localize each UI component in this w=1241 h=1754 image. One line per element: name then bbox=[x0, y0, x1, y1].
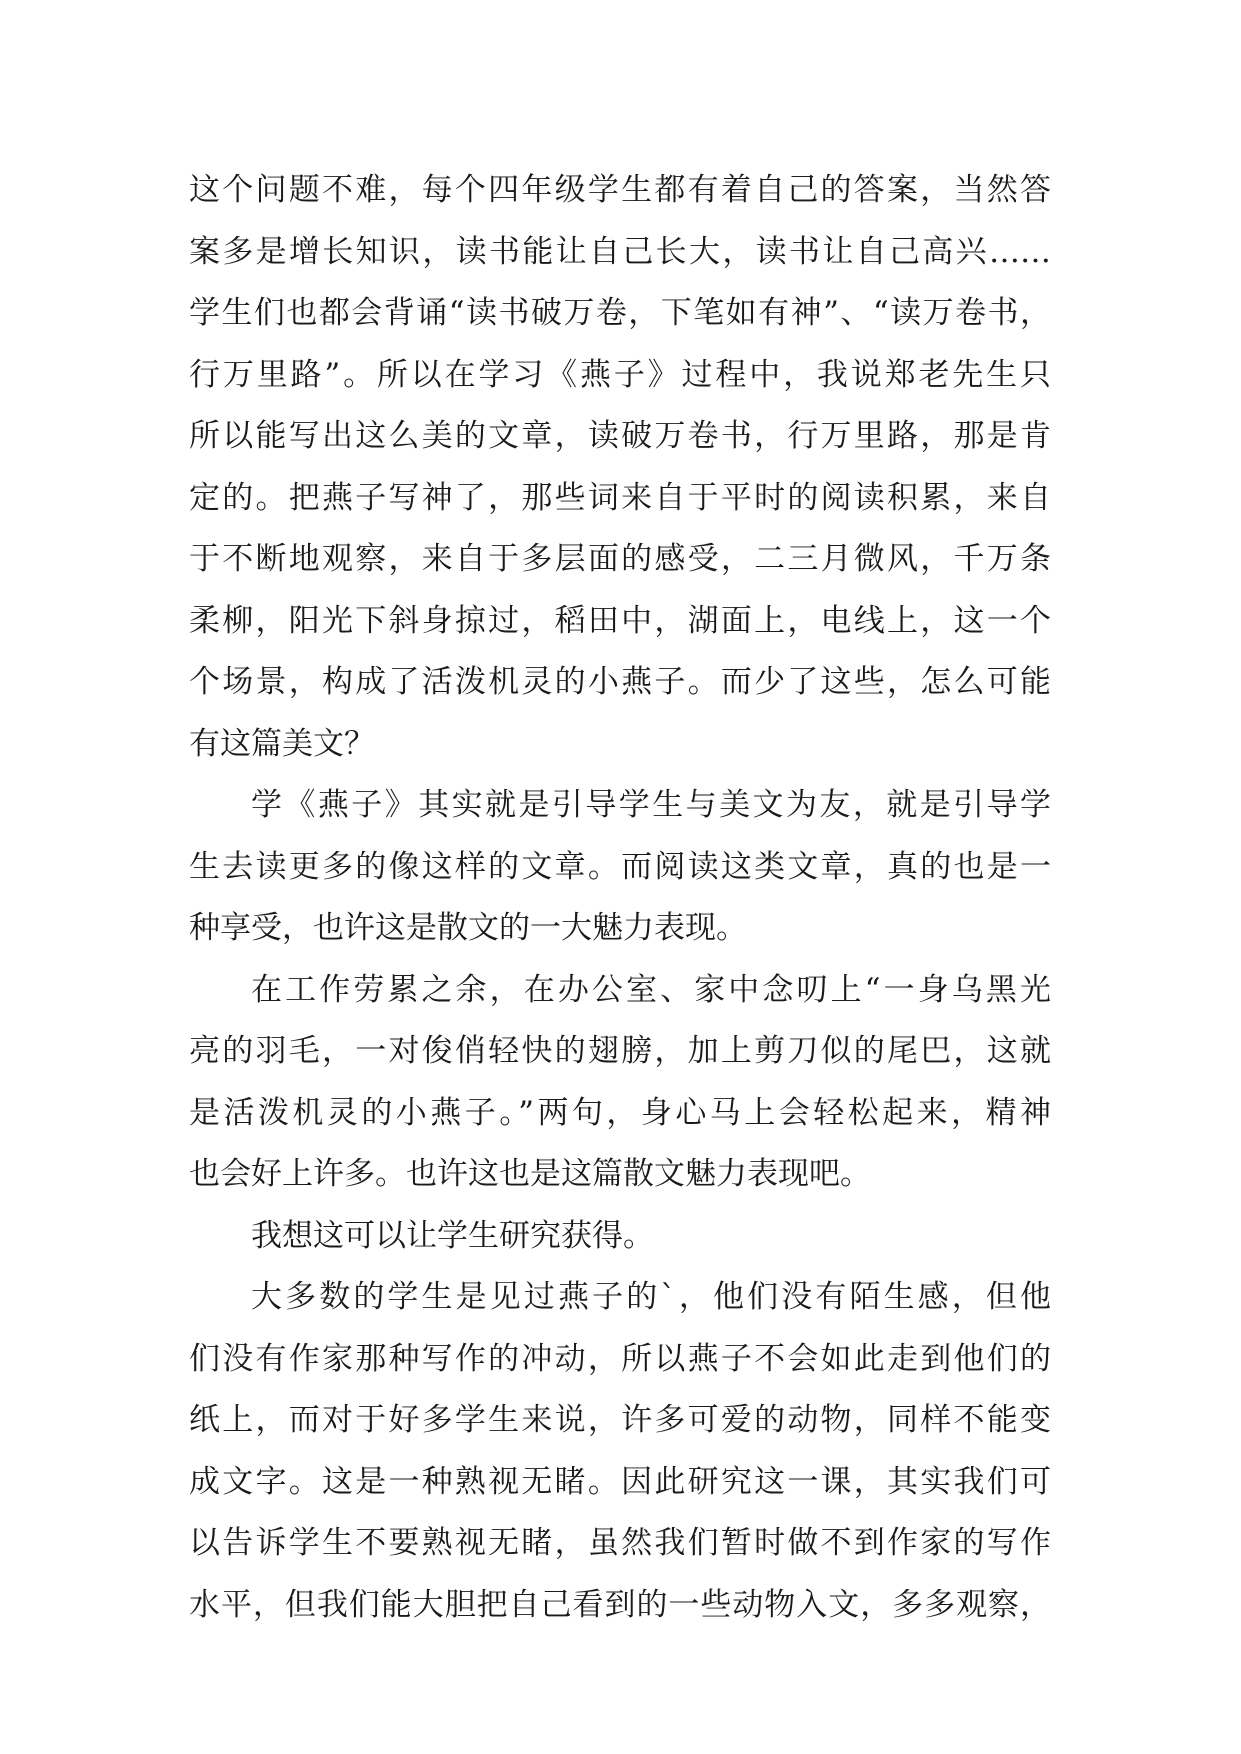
text-line: 行万里路”。所以在学习《燕子》过程中，我说郑老先生只 bbox=[189, 356, 1051, 393]
text-line: 纸上，而对于好多学生来说，许多可爱的动物，同样不能变 bbox=[189, 1402, 1051, 1438]
text-line: 亮的羽毛，一对俊俏轻快的翅膀，加上剪刀似的尾巴，这就 bbox=[189, 1033, 1051, 1069]
text-line: 所以能写出这么美的文章，读破万卷书，行万里路，那是肯 bbox=[189, 418, 1051, 454]
text-line: 在工作劳累之余，在办公室、家中念叨上“一身乌黑光 bbox=[251, 971, 1051, 1008]
text-line: 水平，但我们能大胆把自己看到的一些动物入文，多多观察， bbox=[189, 1586, 1051, 1623]
text-line: 是活泼机灵的小燕子。”两句，身心马上会轻松起来，精神 bbox=[189, 1094, 1051, 1131]
text-line: 学生们也都会背诵“读书破万卷，下笔如有神”、“读万卷书， bbox=[189, 295, 1051, 331]
text-line: 们没有作家那种写作的冲动，所以燕子不会如此走到他们的 bbox=[189, 1340, 1051, 1377]
text-line: 以告诉学生不要熟视无睹，虽然我们暂时做不到作家的写作 bbox=[189, 1525, 1051, 1561]
text-line: 大多数的学生是见过燕子的`，他们没有陌生感，但他 bbox=[251, 1279, 1051, 1315]
document-body bbox=[189, 160, 1051, 1636]
text-line: 个场景，构成了活泼机灵的小燕子。而少了这些，怎么可能 bbox=[189, 664, 1051, 700]
text-line: 柔柳，阳光下斜身掠过，稻田中，湖面上，电线上，这一个 bbox=[189, 602, 1051, 639]
text-line: 也会好上许多。也许这也是这篇散文魅力表现吧。 bbox=[189, 1156, 871, 1192]
text-line: 种享受，也许这是散文的一大魅力表现。 bbox=[189, 910, 747, 946]
text-line: 案多是增长知识，读书能让自己长大，读书让自己高兴…… bbox=[189, 233, 1051, 270]
text-line: 有这篇美文？ bbox=[189, 725, 375, 762]
text-line: 生去读更多的像这样的文章。而阅读这类文章，真的也是一 bbox=[189, 848, 1051, 885]
text-line: 定的。把燕子写神了，那些词来自于平时的阅读积累，来自 bbox=[189, 479, 1051, 516]
text-line: 这个问题不难，每个四年级学生都有着自己的答案，当然答 bbox=[189, 172, 1051, 208]
text-line: 学《燕子》其实就是引导学生与美文为友，就是引导学 bbox=[251, 787, 1051, 823]
text-line: 于不断地观察，来自于多层面的感受，二三月微风，千万条 bbox=[189, 541, 1051, 577]
text-line: 我想这可以让学生研究获得。 bbox=[251, 1217, 654, 1254]
text-line: 成文字。这是一种熟视无睹。因此研究这一课，其实我们可 bbox=[189, 1463, 1051, 1500]
